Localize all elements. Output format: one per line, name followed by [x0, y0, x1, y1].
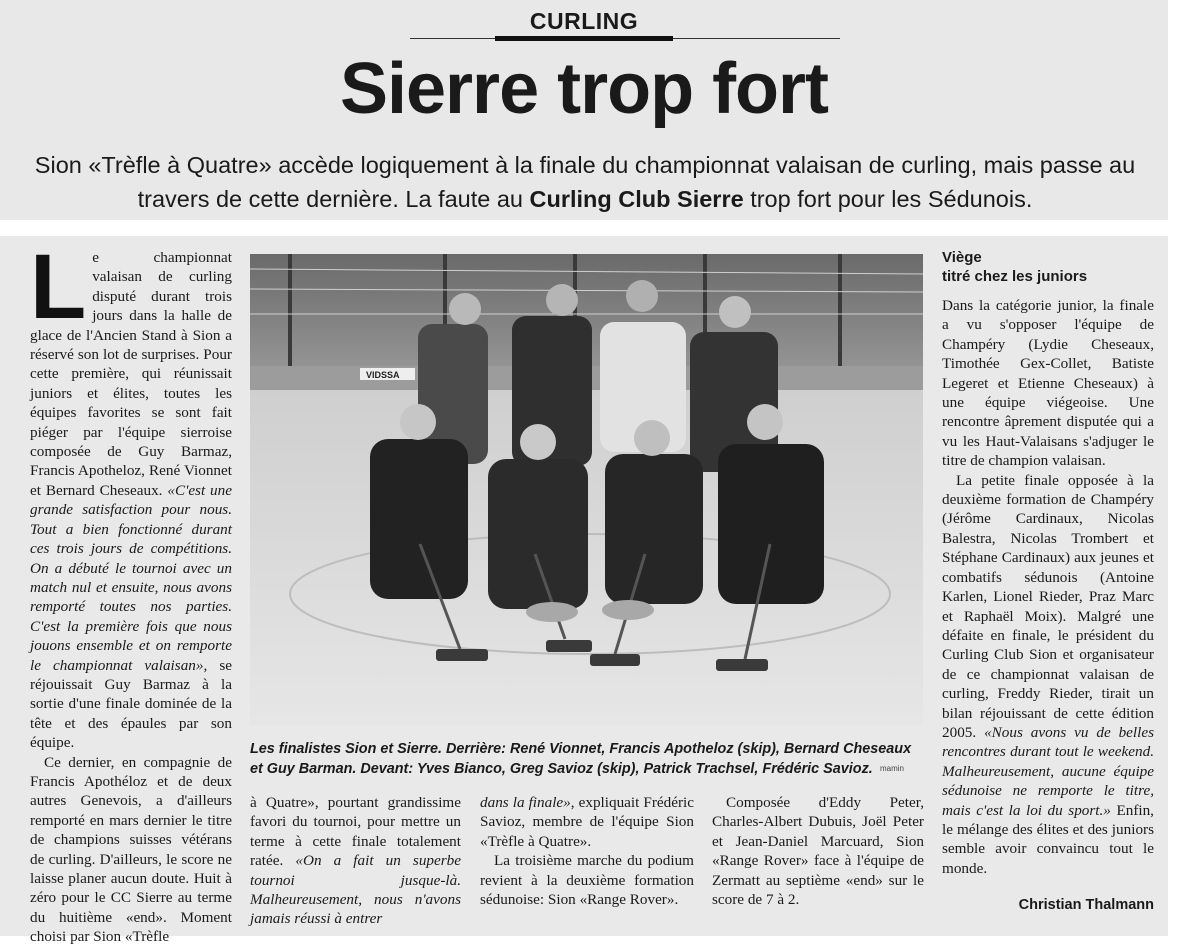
column-2: [250, 793, 461, 929]
col3-quote: dans la finale»: [480, 794, 571, 811]
col3-paragraph-1: [480, 793, 694, 851]
headline: Sierre trop fort: [339, 49, 829, 129]
right-text-end: Enfin, le mélange des élites et des juniors semble avoir convaincu tout le monde.: [942, 801, 1154, 877]
right-column: [942, 248, 1154, 878]
col2-quote: «On a fait un superbe tournoi jusque-là. Malheureusement, nous n'avons jamais réussi à entrer: [250, 852, 462, 928]
column-1: [30, 236, 233, 947]
col1-text-end: , se réjouissait Guy Barmaz à la sortie d'une finale dominée de la tête et des épaules par son équipe.: [30, 656, 233, 752]
rubric-underline: [495, 36, 673, 41]
col3-paragraph-2: La troisième marche du podium revient à la deuxième formation sédunoise: Sion «Range Rover».: [480, 852, 694, 909]
col1-text: e championnat valaisan de curling disputé durant trois jours dans la halle de glace de l'Ancien Stand à Sion a réservé son lot de surprises. Pour cette première, qui réunissait juniors et élites, toutes les équipes favorites se sont fait piéger par l'équipe sierroise composée de Guy Barmaz, Francis Apotheloz, René Vionnet et Bernard Cheseaux.: [30, 249, 232, 499]
team-photo: [250, 254, 923, 725]
col1-paragraph-2: Ce dernier, en compagnie de Francis Apothéloz et de deux autres Genevois, a d'ailleurs remporté en mars dernier le titre de champions suisses vétérans de curling. D'ailleurs, le score ne laisse planer aucun doute. Huit à zéro pour le CC Sierre au terme du huitième «end». Moment choisi par Sion «Trèfle: [30, 753, 232, 946]
author-signature: Christian Thalmann: [1018, 897, 1154, 913]
article-header: [0, 0, 1168, 220]
col2-paragraph: [250, 793, 461, 929]
lead-text-2: trop fort pour les Sédunois.: [743, 186, 1033, 212]
col4-paragraph: Composée d'Eddy Peter, Charles-Albert Dubuis, Joël Peter et Jean-Daniel Marcuard, Sion «Range Rover» face à l'équipe de Zermatt au septième «end» sur le score de 7 à 2.: [712, 794, 924, 909]
col1-paragraph-1: [30, 236, 233, 753]
right-subhead: [942, 248, 1154, 286]
drop-cap: L: [30, 236, 87, 338]
column-3: [480, 793, 694, 909]
lead-bold: Curling Club Sierre: [529, 186, 744, 212]
subhead-line-1: Viège: [942, 249, 982, 266]
photo-caption: Les finalistes Sion et Sierre. Derrière: René Vionnet, Francis Apotheloz (skip), Bernard Cheseaux et Guy Barman. Devant: Yves Bianco, Greg Savioz (skip), Patrick Trachsel, Frédéric Savioz.: [250, 741, 912, 777]
col3-text: , expliquait Frédéric Savioz, membre de l'équipe Sion «Trèfle à Quatre».: [480, 794, 694, 850]
team-photo-image: [250, 254, 923, 725]
subhead-line-2: titré chez les juniors: [942, 268, 1088, 285]
photo-credit: mamin: [880, 764, 905, 773]
section-rubric: CURLING: [529, 8, 639, 34]
lead-text-1: Sion «Trèfle à Quatre» accède logiquement à la finale du championnat valaisan de curling, mais passe au travers de cette dernière. La faute au: [34, 152, 1136, 212]
right-paragraph-2: [942, 471, 1154, 879]
col1-quote: «C'est une grande satisfaction pour nous. Tout a bien fonctionné durant ces trois jours de compétitions. On a débuté le tournoi avec un match nul et ensuite, nous avons remporté toutes nos parties. C'est la première fois que nous jouons ensemble et on remporte le championnat valaisan»: [30, 481, 232, 674]
right-quote: «Nous avons vu de belles rencontres durant tout le weekend. Malheureusement, aucune équipe sédunoise ne remporte le titre, mais c'est la loi du sport.»: [942, 723, 1155, 819]
right-paragraph-1: Dans la catégorie junior, la finale a vu s'opposer l'équipe de Champéry (Lydie Cheseaux, Timothée Gex-Collet, Batiste Legeret et Etienne Cheseaux) à une équipe viégeoise. Une rencontre âprement disputée qui a vu les Haut-Valaisans s'adjuger le titre de champion valaisan.: [942, 297, 1154, 470]
right-text: La petite finale opposée à la deuxième formation de Champéry (Jérôme Cardinaux, Nicolas Balestra, Nicolas Trombert et Stéphane Cardinaux) aux jeunes et combatifs sédunois (Antoine Karlen, Lionel Rieder, Praz Marc et Raphaël Moix). Malgré une défaite en finale, le président du Curling Club Sion et organisateur de ce championnat valaisan de curling, Freddy Rieder, tirait un bilan réjouissant de cette édition 2005.: [942, 471, 1154, 741]
lead-paragraph: [30, 148, 1140, 216]
arena-banner-text: VIDSSA: [366, 370, 400, 380]
column-4: [712, 793, 924, 909]
col2-text: à Quatre», pourtant grandissime favori du tournoi, pour mettre un terme à cette finale totalement ratée.: [250, 794, 461, 870]
